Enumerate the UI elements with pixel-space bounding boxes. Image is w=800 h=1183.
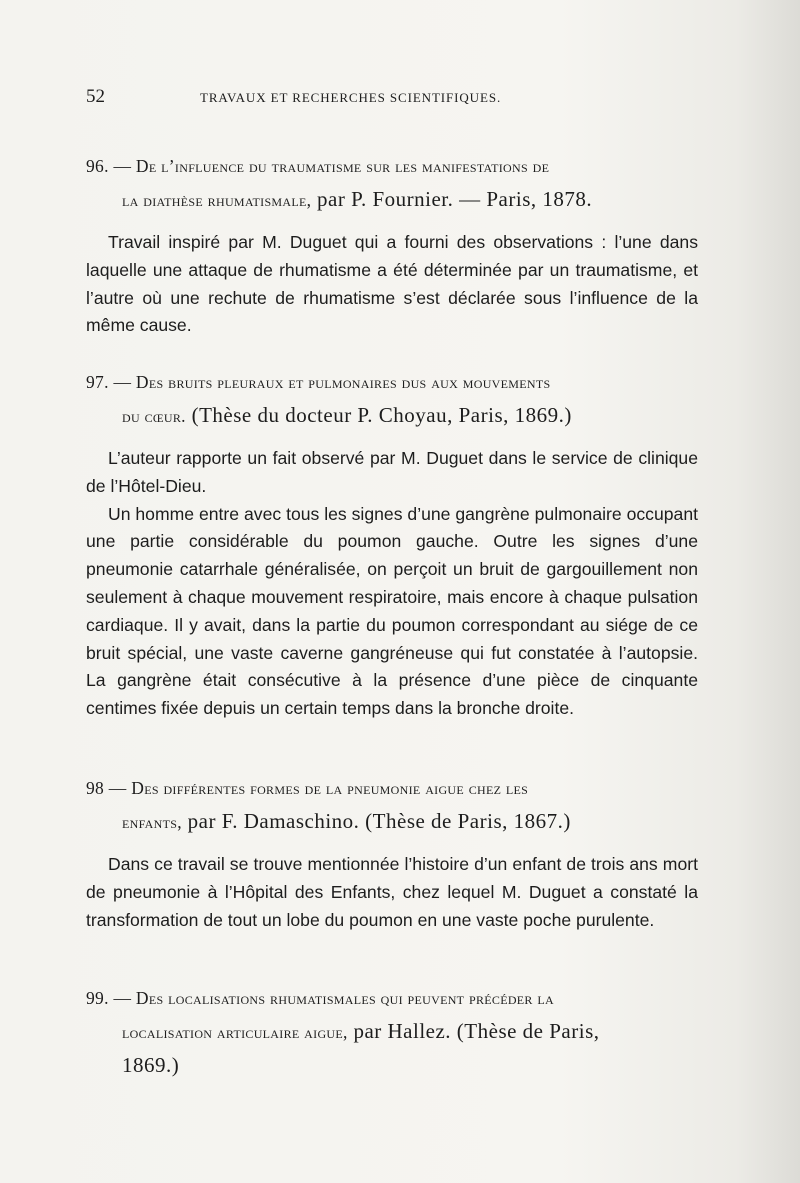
paragraph: Un homme entre avec tous les signes d’une gangrène pulmonaire occupant une partie considérable du poumon gauche. Outre les signes d’une pneumonie catarrhale généralisée, on perçoit un bruit de gargouillement non seulement à chaque mouvement respiratoire, mais encore à chaque pulsation cardiaque. Il y avait, dans la partie du poumon correspondant au siége de ce bruit spécial, une vaste caverne gangréneuse qui fut constatée à l’autopsie. La gangrène était consécutive à la présence d’une pièce de cinquante centimes fixée depuis un certain temps dans la bronche droite.	[86, 503, 698, 719]
entry-title-line1: 98 — Des différentes formes de la pneumonie aigue chez les	[86, 778, 529, 798]
entry-title-citation: (Thèse du docteur P. Choyau, Paris, 1869.)	[185, 403, 572, 427]
entry-title-smallcaps: du cœur.	[122, 406, 186, 426]
running-title: TRAVAUX ET RECHERCHES SCIENTIFIQUES.	[200, 90, 502, 105]
entry-title-line2	[86, 1015, 698, 1049]
entry-title-line1: 96. — De l’influence du traumatisme sur les manifestations de	[86, 156, 550, 176]
page-header	[86, 86, 696, 110]
entry-title	[86, 982, 698, 1083]
entry-99	[86, 982, 698, 1083]
paragraph: Dans ce travail se trouve mentionnée l’histoire d’un enfant de trois ans mort de pneumonie à l’Hôpital des Enfants, chez lequel M. Duguet a constaté la transformation de tout un lobe du poumon en une vaste poche purulente.	[86, 854, 698, 930]
entry-title-citation-end: 1869.)	[122, 1053, 180, 1077]
paragraph: Travail inspiré par M. Duguet qui a fourni des observations : l’une dans laquelle une attaque de rhumatisme a été déterminée par un traumatisme, et l’autre où une rechute de rhumatisme s’est déclarée sous l’influence de la même cause.	[86, 232, 698, 336]
entry-97	[86, 366, 698, 723]
entry-96	[86, 150, 698, 340]
entry-98	[86, 772, 698, 934]
entry-title-line1: 99. — Des localisations rhumatismales qui peuvent précéder la	[86, 988, 554, 1008]
entry-title-line1: 97. — Des bruits pleuraux et pulmonaires dus aux mouvements	[86, 372, 551, 392]
entry-title-line2	[86, 399, 698, 433]
entry-title-smallcaps: localisation articulaire aigue,	[122, 1022, 348, 1042]
paragraph: L’auteur rapporte un fait observé par M. Duguet dans le service de clinique de l’Hôtel-Dieu.	[86, 448, 698, 496]
entry-title-citation: par F. Damaschino. (Thèse de Paris, 1867.)	[181, 809, 571, 833]
entry-title-line2	[86, 805, 698, 839]
entry-title	[86, 772, 698, 839]
entry-title-line2	[86, 183, 698, 217]
entry-body	[86, 851, 698, 934]
entry-title-line3	[86, 1049, 698, 1083]
entry-title	[86, 366, 698, 433]
entry-title-citation: par P. Fournier. — Paris, 1878.	[311, 187, 593, 211]
entry-body	[86, 445, 698, 723]
entry-title	[86, 150, 698, 217]
entry-title-smallcaps: la diathèse rhumatismale,	[122, 190, 312, 210]
entry-body	[86, 229, 698, 340]
page-number: 52	[86, 86, 105, 107]
entry-title-citation: par Hallez. (Thèse de Paris,	[347, 1019, 600, 1043]
entry-title-smallcaps: enfants,	[122, 812, 182, 832]
